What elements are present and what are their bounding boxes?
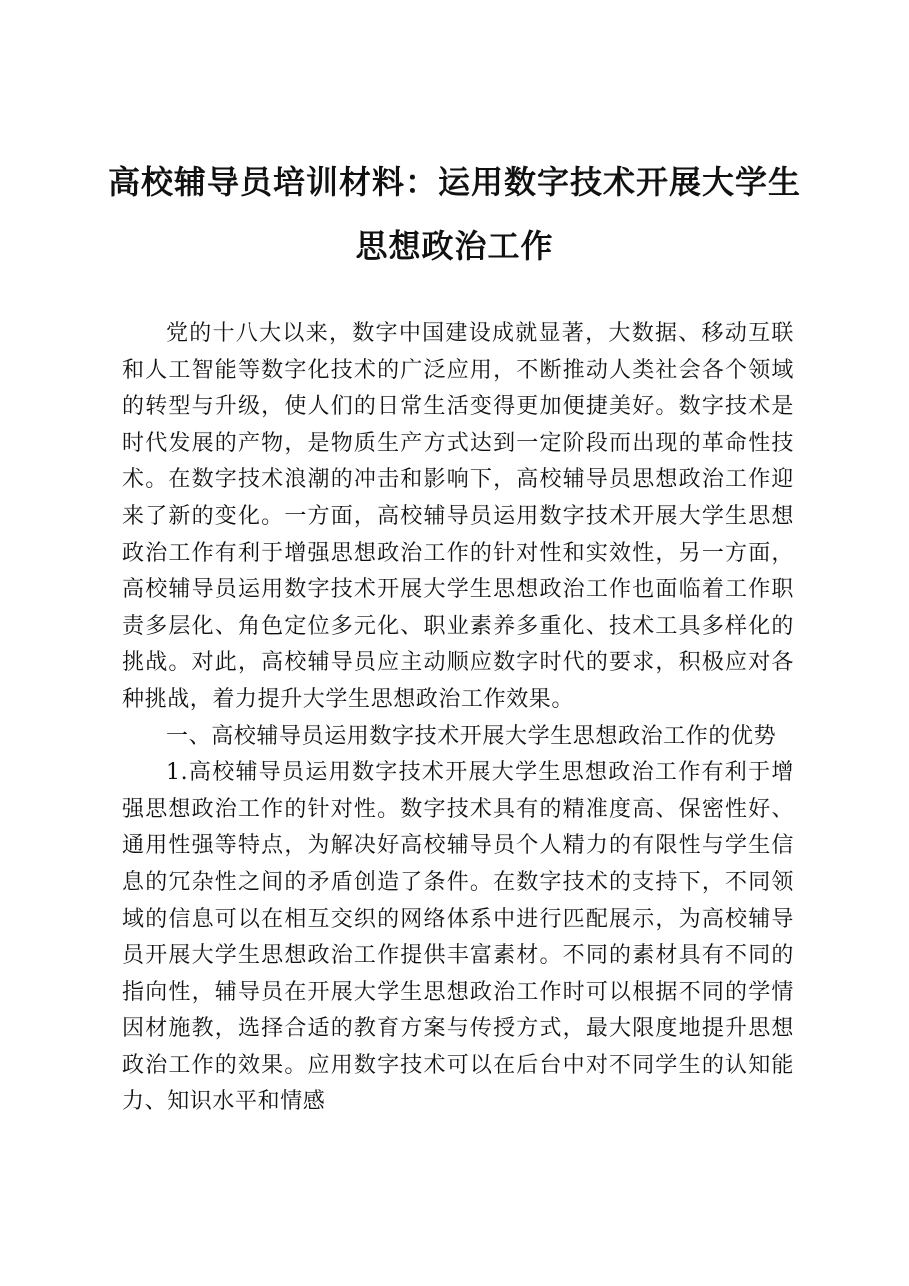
section-heading-advantages: 一、高校辅导员运用数字技术开展大学生思想政治工作的优势: [166, 723, 777, 749]
document-body: [122, 316, 794, 1121]
paragraph-point-1: 1.高校辅导员运用数字技术开展大学生思想政治工作有利于增强思想政治工作的针对性。数字技术具有的精准度高、保密性好、通用性强等特点，为解决好高校辅导员个人精力的有限性与学生信息的冗杂性之间的矛盾创造了条件。在数字技术的支持下，不同领域的信息可以在相互交织的网络体系中进行匹配展示，为高校辅导员开展大学生思想政治工作提供丰富素材。不同的素材具有不同的指向性，辅导员在开展大学生思想政治工作时可以根据不同的学情因材施教，选择合适的教育方案与传授方式，最大限度地提升思想政治工作的效果。应用数字技术可以在后台中对不同学生的认知能力、知识水平和情感: [122, 760, 794, 1115]
document-title: 高校辅导员培训材料：运用数字技术开展大学生思想政治工作: [107, 163, 801, 265]
paragraph-intro: 党的十八大以来，数字中国建设成就显著，大数据、移动互联和人工智能等数字化技术的广泛应用，不断推动人类社会各个领域的转型与升级，使人们的日常生活变得更加便捷美好。数字技术是时代发展的产物，是物质生产方式达到一定阶段而出现的革命性技术。在数字技术浪潮的冲击和影响下，高校辅导员思想政治工作迎来了新的变化。一方面，高校辅导员运用数字技术开展大学生思想政治工作有利于增强思想政治工作的针对性和实效性，另一方面，高校辅导员运用数字技术开展大学生思想政治工作也面临着工作职责多层化、角色定位多元化、职业素养多重化、技术工具多样化的挑战。对此，高校辅导员应主动顺应数字时代的要求，积极应对各种挑战，着力提升大学生思想政治工作效果。: [122, 321, 794, 712]
